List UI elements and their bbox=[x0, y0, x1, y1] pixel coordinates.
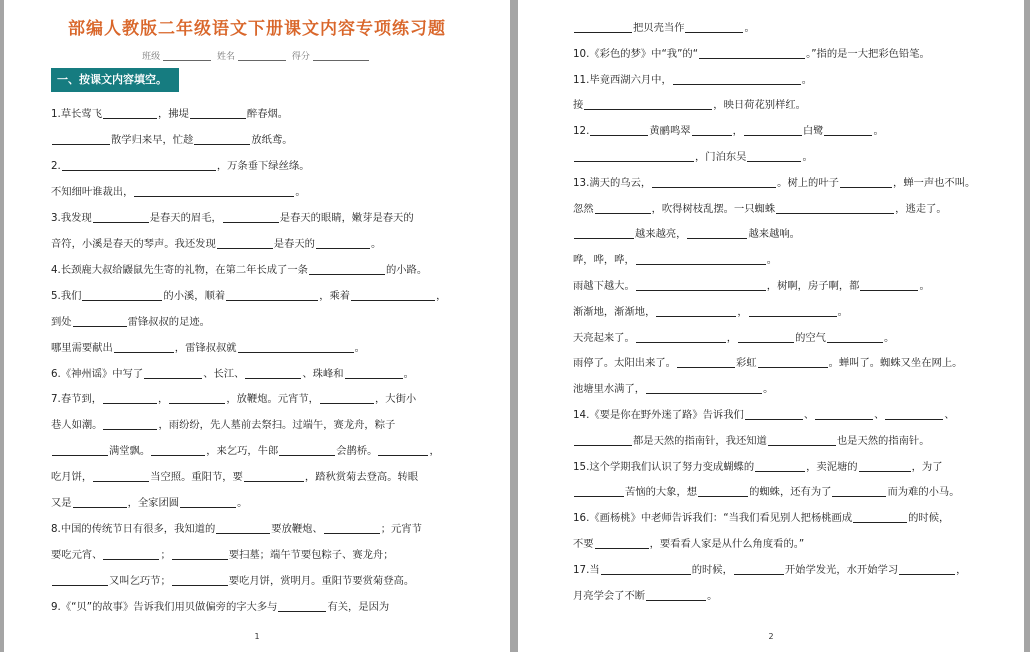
question-text: 巷人如潮。 bbox=[51, 419, 103, 432]
question-text: 哪里需要献出 bbox=[51, 341, 113, 354]
question-text: 。 bbox=[802, 151, 813, 163]
question-text: 11.毕竟西湖六月中， bbox=[573, 73, 672, 86]
answer-blank[interactable] bbox=[744, 124, 802, 136]
question-text: 、 bbox=[803, 409, 815, 421]
question-text: ， bbox=[737, 305, 748, 318]
answer-blank[interactable] bbox=[574, 21, 632, 33]
question-line bbox=[573, 253, 777, 267]
question-text: 2. bbox=[51, 159, 61, 172]
question-text: 、珠峰和 bbox=[302, 367, 344, 380]
question-text: 是春天的 bbox=[273, 237, 315, 250]
question-line bbox=[51, 341, 365, 355]
question-text: ，卖泥塘的 bbox=[806, 460, 858, 473]
question-line bbox=[573, 408, 955, 422]
question-text: 。 bbox=[403, 367, 414, 380]
question-text: 天亮起来了。 bbox=[573, 331, 635, 344]
answer-blank[interactable] bbox=[749, 305, 837, 317]
answer-blank[interactable] bbox=[687, 227, 747, 239]
question-text: 9.《“贝”的故事》告诉我们用贝做偏旁的字大多与 bbox=[51, 601, 278, 614]
answer-blank[interactable] bbox=[52, 444, 108, 456]
question-text: 15.这个学期我们认识了努力变成蝴蝶的 bbox=[573, 460, 755, 473]
answer-blank[interactable] bbox=[636, 279, 766, 291]
class-blank bbox=[163, 60, 211, 61]
question-text: 吃月饼， bbox=[51, 471, 93, 484]
question-line bbox=[573, 279, 930, 293]
question-text: 。 bbox=[763, 383, 774, 396]
answer-blank[interactable] bbox=[52, 574, 108, 586]
answer-blank[interactable] bbox=[278, 600, 326, 612]
question-text: 开始学发光，水开始学习 bbox=[784, 563, 899, 576]
question-text: 雷锋叔叔的足迹。 bbox=[127, 315, 210, 328]
question-text: 。 bbox=[801, 73, 813, 86]
question-text: 月亮学会了不断 bbox=[573, 589, 646, 602]
section-heading: 一、按课文内容填空。 bbox=[51, 68, 179, 92]
score-label: 得分 bbox=[291, 52, 310, 62]
question-text: 雨越下越大。 bbox=[573, 280, 635, 292]
answer-blank[interactable] bbox=[734, 563, 784, 575]
question-text: 7.春节到， bbox=[51, 393, 103, 406]
question-text: 而为难的小马。 bbox=[887, 486, 960, 499]
answer-blank[interactable] bbox=[738, 331, 794, 343]
page-number: 2 bbox=[768, 632, 774, 641]
question-text: ，万条垂下绿丝绦。 bbox=[216, 159, 310, 172]
question-text: 把贝壳当作 bbox=[633, 22, 685, 34]
question-text: ，来乞巧，牛郎 bbox=[206, 445, 279, 458]
question-line bbox=[51, 496, 247, 510]
answer-blank[interactable] bbox=[316, 237, 370, 249]
question-line bbox=[573, 356, 962, 370]
question-text: 彩虹 bbox=[735, 357, 757, 370]
question-text: 苦恼的大象，想 bbox=[625, 486, 698, 499]
question-line bbox=[51, 367, 414, 381]
question-text: ，全家团圆 bbox=[127, 497, 180, 510]
question-text: 到处 bbox=[51, 315, 72, 328]
name-blank bbox=[238, 60, 286, 61]
question-text: 会鹊桥。 bbox=[336, 445, 378, 458]
question-text: ，要看看人家是从什么角度看的。” bbox=[649, 538, 805, 550]
answer-blank[interactable] bbox=[279, 444, 335, 456]
question-line bbox=[51, 444, 440, 458]
question-line bbox=[573, 73, 812, 87]
answer-blank[interactable] bbox=[699, 47, 805, 59]
question-text: 13.满天的乌云， bbox=[573, 176, 652, 189]
question-text: 满堂飘。 bbox=[109, 445, 151, 458]
question-text: 。 bbox=[766, 254, 778, 267]
answer-blank[interactable] bbox=[885, 408, 943, 420]
question-text: ， bbox=[436, 289, 447, 302]
answer-blank[interactable] bbox=[840, 176, 892, 188]
question-text: 16.《画杨桃》中老师告诉我们：“当我们看见别人把杨桃画成 bbox=[573, 512, 853, 525]
answer-blank[interactable] bbox=[574, 227, 634, 239]
answer-blank[interactable] bbox=[320, 392, 374, 404]
answer-blank[interactable] bbox=[827, 331, 883, 343]
answer-blank[interactable] bbox=[646, 589, 706, 601]
question-text: 8.中国的传统节日有很多，我知道的 bbox=[51, 523, 216, 536]
question-line bbox=[51, 418, 395, 432]
question-text: ，拂堤 bbox=[158, 108, 189, 120]
answer-blank[interactable] bbox=[52, 133, 110, 145]
question-text: 6.《神州谣》中写了 bbox=[51, 367, 144, 380]
question-text: 接 bbox=[573, 99, 584, 112]
question-text: 又是 bbox=[51, 497, 72, 510]
question-text: 池塘里水满了， bbox=[573, 383, 646, 396]
question-line bbox=[573, 202, 947, 216]
question-text: 。蝉叫了。蜘蛛又坐在网上。 bbox=[828, 357, 963, 370]
answer-blank[interactable] bbox=[584, 98, 712, 110]
question-text: 要吃元宵、 bbox=[51, 549, 103, 562]
answer-blank[interactable] bbox=[590, 124, 648, 136]
question-line bbox=[573, 150, 813, 164]
answer-blank[interactable] bbox=[114, 341, 174, 353]
question-text: 3.我发现 bbox=[51, 211, 92, 224]
question-text: 的空气 bbox=[795, 331, 826, 344]
question-line bbox=[51, 522, 422, 536]
question-text: 要放鞭炮、 bbox=[271, 523, 323, 536]
question-text: 又叫乞巧节； bbox=[109, 575, 171, 588]
question-text: ，树啊，房子啊，都 bbox=[766, 280, 860, 292]
question-text: 白鹭 bbox=[802, 125, 824, 138]
answer-blank[interactable] bbox=[601, 563, 691, 575]
question-text: 越来越亮， bbox=[635, 228, 687, 241]
question-text: 。 bbox=[354, 341, 365, 354]
answer-blank[interactable] bbox=[685, 21, 743, 33]
question-text: 、长江、 bbox=[203, 367, 245, 380]
question-text: 要扫墓；端午节要包粽子、赛龙舟； bbox=[228, 549, 394, 562]
answer-blank[interactable] bbox=[103, 392, 157, 404]
question-text: 黄鹂鸣翠 bbox=[649, 125, 691, 138]
question-text: 。 bbox=[873, 125, 884, 138]
answer-blank[interactable] bbox=[574, 434, 632, 446]
question-line bbox=[51, 315, 210, 329]
question-text: 17.当 bbox=[573, 563, 600, 576]
question-text: ， bbox=[726, 331, 738, 344]
answer-blank[interactable] bbox=[169, 392, 225, 404]
answer-blank[interactable] bbox=[226, 289, 318, 301]
question-line bbox=[51, 107, 288, 121]
question-text: ，雨纷纷，先人墓前去祭扫。过端午，赛龙舟，粽子 bbox=[158, 419, 396, 432]
answer-blank[interactable] bbox=[180, 496, 236, 508]
answer-blank[interactable] bbox=[324, 522, 380, 534]
answer-blank[interactable] bbox=[216, 522, 270, 534]
answer-blank[interactable] bbox=[899, 563, 955, 575]
question-text: 。 bbox=[837, 305, 848, 318]
answer-blank[interactable] bbox=[244, 470, 304, 482]
question-text: ， bbox=[956, 563, 967, 576]
question-text: 也是天然的指南针。 bbox=[836, 434, 930, 447]
question-text: 。”指的是一大把彩色铅笔。 bbox=[806, 47, 930, 60]
answer-blank[interactable] bbox=[172, 574, 228, 586]
question-text: 12. bbox=[573, 125, 590, 138]
answer-blank[interactable] bbox=[768, 434, 836, 446]
question-line bbox=[51, 600, 389, 614]
question-text: ， bbox=[158, 393, 169, 406]
question-text: 雨停了。太阳出来了。 bbox=[573, 357, 676, 370]
answer-blank[interactable] bbox=[656, 305, 736, 317]
question-text: 都是天然的指南针，我还知道 bbox=[633, 434, 767, 447]
question-text: 。 bbox=[295, 185, 306, 198]
question-text: ； bbox=[160, 549, 171, 562]
question-line bbox=[51, 574, 414, 588]
question-line bbox=[573, 485, 960, 499]
question-line bbox=[51, 289, 446, 303]
answer-blank[interactable] bbox=[595, 202, 651, 214]
question-text: 越来越响。 bbox=[748, 228, 800, 241]
question-line bbox=[51, 185, 306, 199]
answer-blank[interactable] bbox=[832, 485, 886, 497]
question-text: ，放鞭炮。元宵节， bbox=[226, 393, 319, 406]
answer-blank[interactable] bbox=[378, 444, 428, 456]
question-text: 的蜘蛛，还有为了 bbox=[749, 486, 832, 499]
page-number: 1 bbox=[254, 632, 260, 641]
question-text: 、 bbox=[944, 409, 955, 421]
question-line bbox=[573, 305, 848, 319]
question-text: 渐渐地，渐渐地， bbox=[573, 305, 656, 318]
question-text: ， bbox=[732, 125, 743, 138]
worksheet-title: 部编人教版二年级语文下册课文内容专项练习题 bbox=[68, 19, 446, 39]
question-text: 不要 bbox=[573, 538, 594, 550]
question-text: ，吹得树枝乱摆。一只蜘蛛 bbox=[651, 202, 776, 215]
question-text: ，踏秋赏菊去登高。转眼 bbox=[304, 471, 419, 484]
question-text: 当空照。重阳节，要 bbox=[150, 471, 243, 484]
answer-blank[interactable] bbox=[673, 73, 801, 85]
question-line bbox=[573, 176, 975, 190]
answer-blank[interactable] bbox=[245, 367, 301, 379]
question-text: 醉春烟。 bbox=[246, 108, 289, 120]
question-line bbox=[51, 133, 293, 147]
student-info-row bbox=[4, 49, 510, 62]
answer-blank[interactable] bbox=[103, 107, 157, 119]
question-text: 。树上的叶子 bbox=[777, 176, 839, 189]
answer-blank[interactable] bbox=[646, 382, 762, 394]
answer-blank[interactable] bbox=[134, 185, 294, 197]
answer-blank[interactable] bbox=[824, 124, 872, 136]
answer-blank[interactable] bbox=[73, 496, 127, 508]
question-text: 不知细叶谁裁出， bbox=[51, 185, 134, 198]
answer-blank[interactable] bbox=[62, 159, 216, 171]
answer-blank[interactable] bbox=[238, 341, 354, 353]
question-text: ，雷锋叔叔就 bbox=[174, 341, 237, 354]
answer-blank[interactable] bbox=[747, 150, 801, 162]
answer-blank[interactable] bbox=[172, 548, 228, 560]
question-line bbox=[573, 460, 943, 474]
question-line bbox=[573, 434, 930, 448]
answer-blank[interactable] bbox=[776, 202, 894, 214]
answer-blank[interactable] bbox=[755, 460, 805, 472]
answer-blank[interactable] bbox=[692, 124, 732, 136]
question-text: ， bbox=[429, 445, 440, 458]
question-text: 的小溪，顺着 bbox=[163, 289, 226, 302]
question-line bbox=[573, 21, 755, 35]
question-text: 哗，哗，哗， bbox=[573, 254, 635, 267]
question-line bbox=[51, 548, 394, 562]
question-line bbox=[573, 382, 773, 396]
answer-blank[interactable] bbox=[82, 289, 162, 301]
question-line bbox=[573, 537, 804, 551]
answer-blank[interactable] bbox=[93, 470, 149, 482]
answer-blank[interactable] bbox=[73, 315, 127, 327]
answer-blank[interactable] bbox=[190, 107, 246, 119]
question-text: 音符，小溪是春天的琴声。我还发现 bbox=[51, 237, 216, 250]
answer-blank[interactable] bbox=[860, 279, 918, 291]
question-text: ；元宵节 bbox=[380, 523, 422, 536]
question-text: 的时候， bbox=[908, 512, 950, 525]
question-line bbox=[573, 98, 806, 112]
question-text: ，映日荷花别样红。 bbox=[713, 99, 806, 112]
question-line bbox=[51, 237, 381, 251]
answer-blank[interactable] bbox=[574, 150, 694, 162]
answer-blank[interactable] bbox=[574, 485, 624, 497]
answer-blank[interactable] bbox=[144, 367, 202, 379]
question-text: ，大街小 bbox=[374, 393, 417, 406]
answer-blank[interactable] bbox=[595, 537, 649, 549]
question-text: 散学归来早，忙趁 bbox=[111, 133, 194, 146]
question-line bbox=[51, 263, 427, 277]
question-text: 。 bbox=[919, 280, 930, 292]
question-text: 。 bbox=[883, 331, 895, 344]
answer-blank[interactable] bbox=[853, 511, 907, 523]
question-line bbox=[573, 227, 800, 241]
question-text: 5.我们 bbox=[51, 289, 82, 302]
question-text: 14.《要是你在野外迷了路》告诉我们 bbox=[573, 409, 744, 421]
question-text: ，蝉一声也不叫。 bbox=[892, 176, 976, 189]
answer-blank[interactable] bbox=[309, 263, 385, 275]
question-text: 忽然 bbox=[573, 202, 594, 215]
question-text: 。 bbox=[370, 237, 382, 250]
name-label: 姓名 bbox=[216, 52, 235, 62]
question-text: 是春天的眼睛，嫩芽是春天的 bbox=[279, 211, 414, 224]
question-text: ，为了 bbox=[911, 460, 943, 473]
question-text: 、 bbox=[874, 409, 885, 421]
answer-blank[interactable] bbox=[103, 548, 159, 560]
answer-blank[interactable] bbox=[652, 176, 776, 188]
question-text: ，门泊东吴 bbox=[695, 151, 747, 163]
question-text: 。 bbox=[237, 497, 248, 510]
answer-blank[interactable] bbox=[698, 485, 748, 497]
question-line bbox=[51, 159, 310, 173]
score-blank bbox=[313, 60, 369, 61]
question-text: 的时候， bbox=[691, 563, 733, 576]
question-text: ，乘着 bbox=[319, 289, 351, 302]
question-text: 的小路。 bbox=[385, 263, 428, 276]
question-text: ，逃走了。 bbox=[895, 202, 947, 215]
answer-blank[interactable] bbox=[859, 460, 911, 472]
answer-blank[interactable] bbox=[103, 418, 157, 430]
question-text: 1.草长莺飞 bbox=[51, 108, 103, 120]
answer-blank[interactable] bbox=[93, 211, 149, 223]
question-line bbox=[573, 589, 717, 603]
question-line bbox=[51, 211, 414, 225]
class-label: 班级 bbox=[142, 52, 161, 62]
answer-blank[interactable] bbox=[758, 356, 828, 368]
worksheet-page-2 bbox=[518, 0, 1024, 652]
question-text: 10.《彩色的梦》中“我”的“ bbox=[573, 47, 699, 60]
question-line bbox=[51, 392, 416, 406]
question-line bbox=[51, 470, 418, 484]
answer-blank[interactable] bbox=[217, 237, 273, 249]
question-text: 要吃月饼，赏明月。重阳节要赏菊登高。 bbox=[228, 575, 415, 588]
worksheet-page-1 bbox=[4, 0, 510, 652]
answer-blank[interactable] bbox=[636, 253, 766, 265]
question-text: 。 bbox=[707, 589, 718, 602]
question-line bbox=[573, 331, 894, 345]
answer-blank[interactable] bbox=[745, 408, 803, 420]
answer-blank[interactable] bbox=[351, 289, 435, 301]
question-text: 。 bbox=[744, 22, 755, 34]
answer-blank[interactable] bbox=[345, 367, 403, 379]
answer-blank[interactable] bbox=[223, 211, 279, 223]
question-line bbox=[573, 47, 930, 61]
question-line bbox=[573, 124, 884, 138]
question-text: 是春天的眉毛， bbox=[149, 211, 222, 224]
question-text: 有关，是因为 bbox=[327, 601, 390, 614]
question-text: 放纸鸢。 bbox=[251, 133, 293, 146]
answer-blank[interactable] bbox=[194, 133, 250, 145]
question-text: 4.长颈鹿大叔给鼹鼠先生寄的礼物，在第二年长成了一条 bbox=[51, 263, 308, 276]
question-line bbox=[573, 563, 966, 577]
question-line bbox=[573, 511, 949, 525]
answer-blank[interactable] bbox=[677, 356, 735, 368]
answer-blank[interactable] bbox=[636, 331, 726, 343]
answer-blank[interactable] bbox=[815, 408, 873, 420]
answer-blank[interactable] bbox=[151, 444, 205, 456]
